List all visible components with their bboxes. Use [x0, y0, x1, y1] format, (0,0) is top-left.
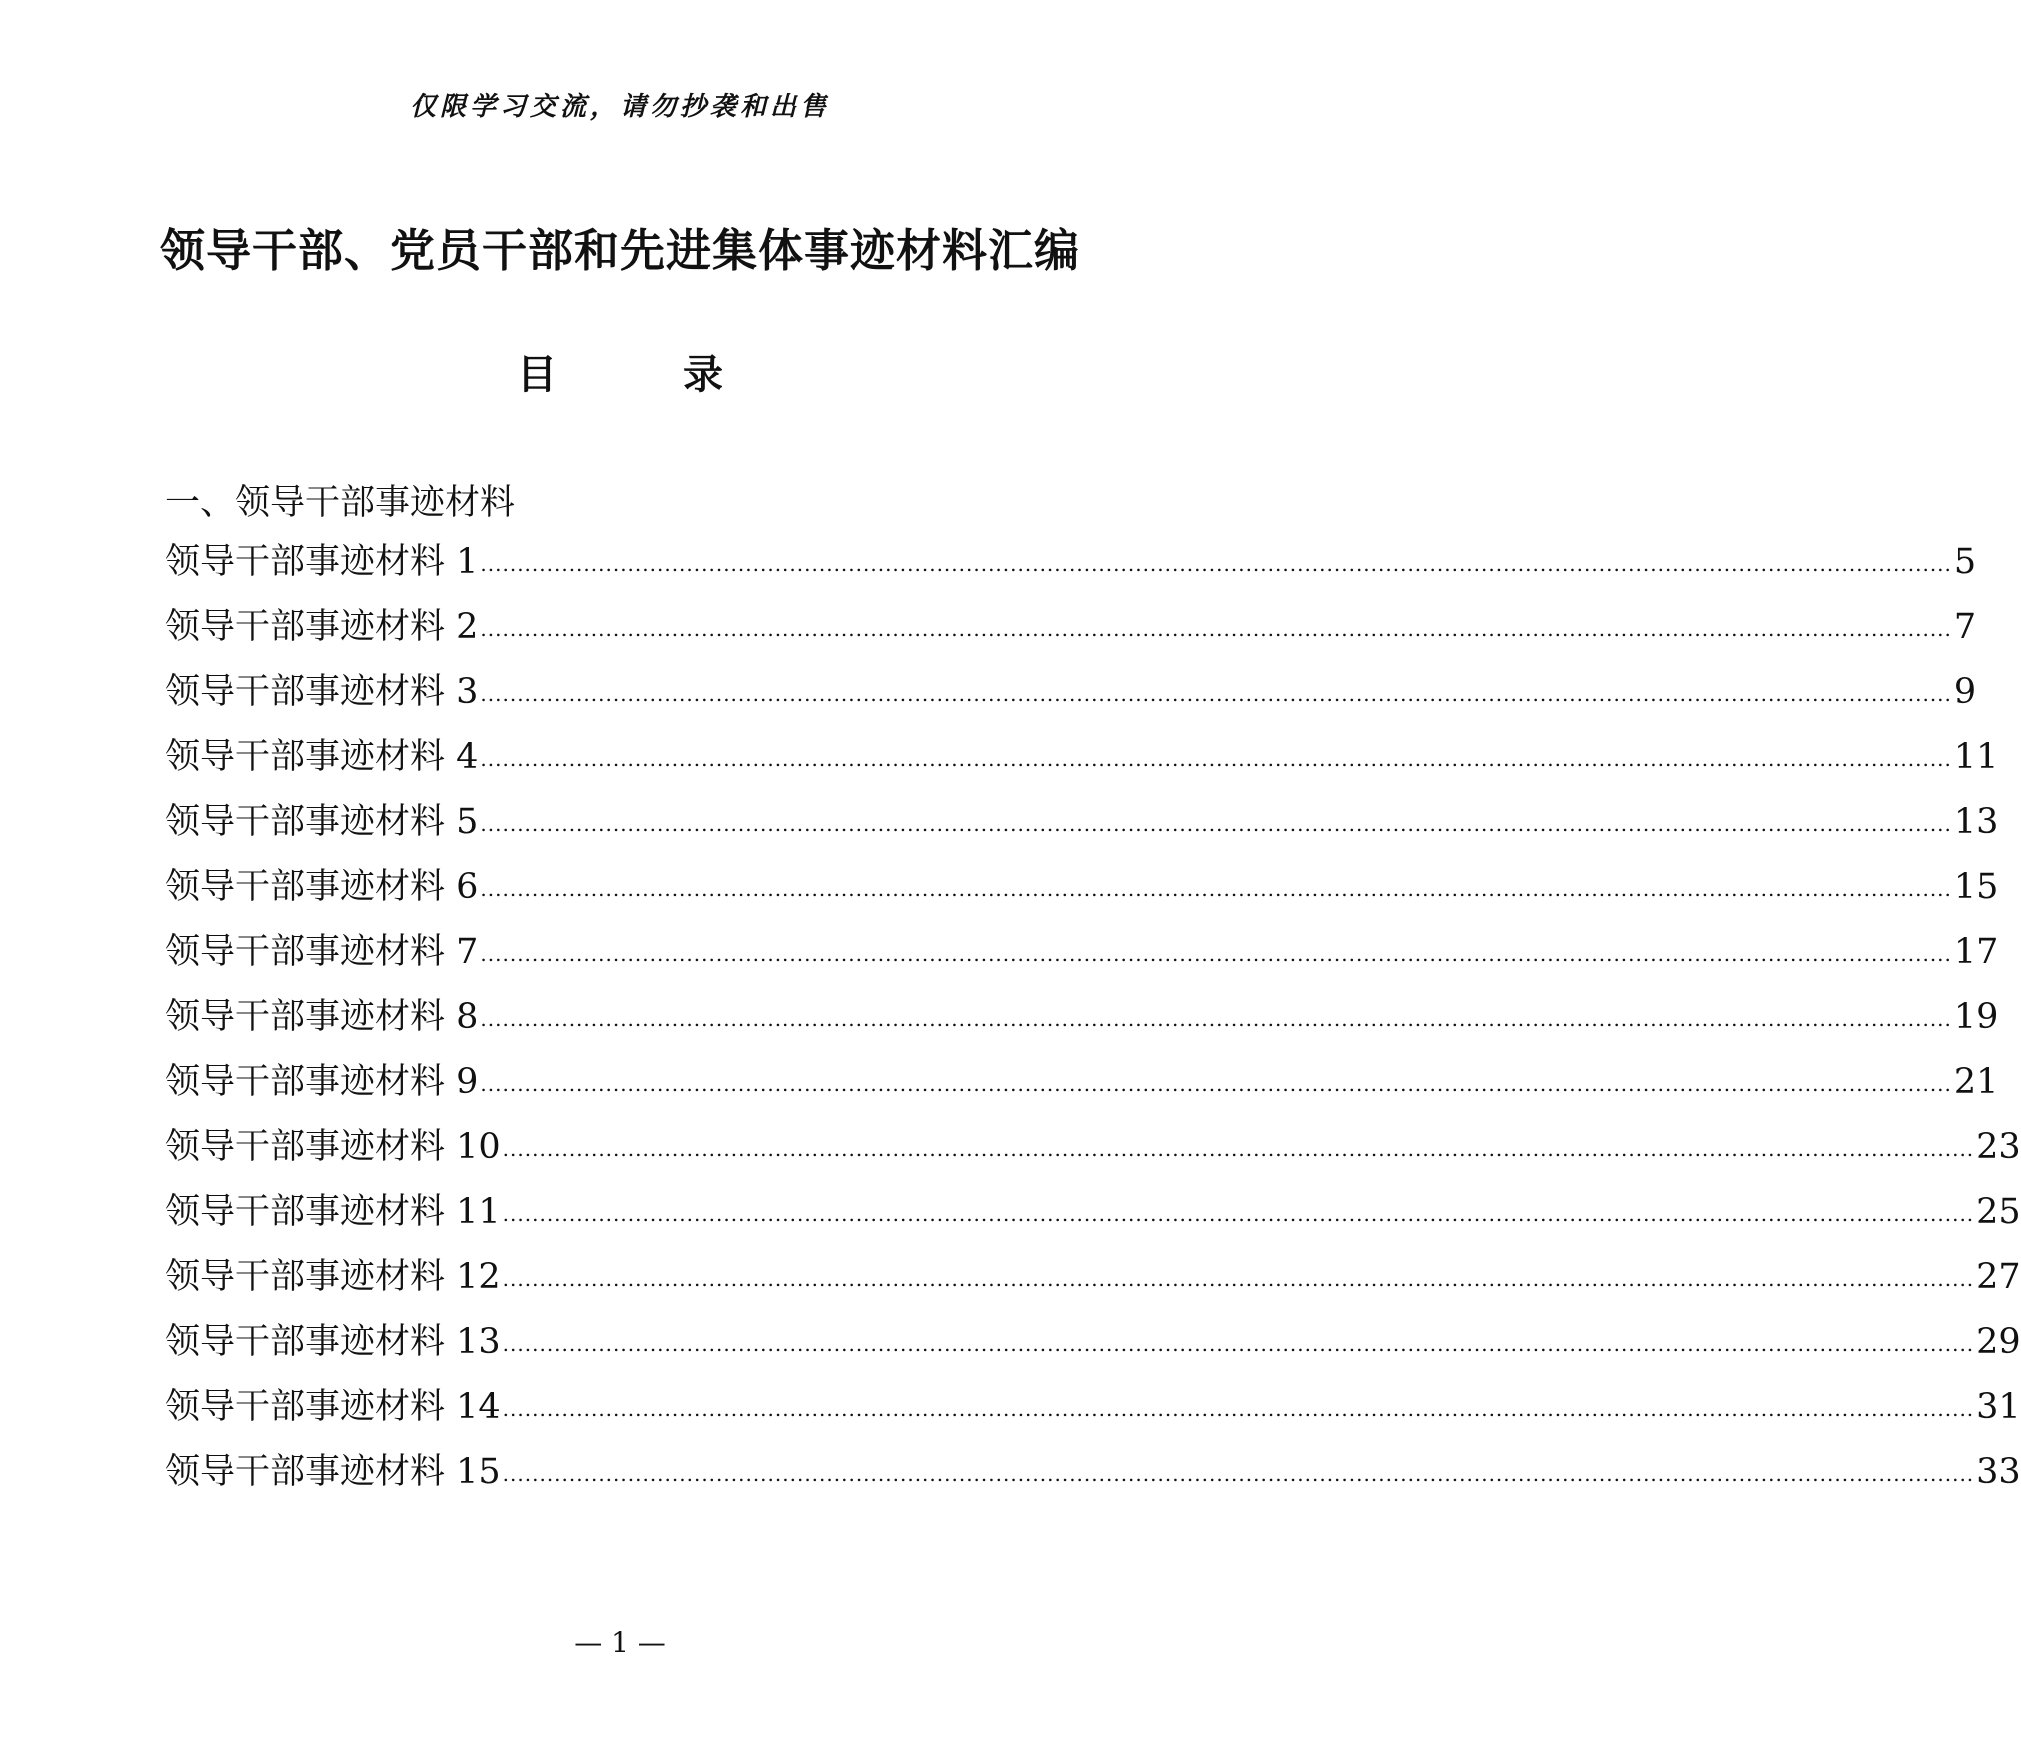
toc-entry-page: 29 [1976, 1322, 2021, 1362]
toc-entry[interactable] [165, 1440, 2021, 1505]
toc-leader-dots: ........................................................................................................................................................................................................ [480, 877, 1952, 901]
toc-entry-label: 领导干部事迹材料 3 [165, 672, 479, 712]
toc-entry-page: 17 [1953, 932, 1999, 972]
toc-entry-page: 23 [1976, 1127, 2021, 1167]
toc-leader-dots: ........................................................................................................................................................................................................ [480, 682, 1952, 706]
toc-leader-dots: ........................................................................................................................................................................................................ [480, 747, 1952, 771]
toc-leader-dots: ........................................................................................................................................................................................................ [502, 1202, 1975, 1226]
toc-leader-dots: ........................................................................................................................................................................................................ [480, 812, 1952, 836]
toc-entry[interactable] [165, 1050, 1999, 1115]
toc-entry-page: 9 [1953, 672, 1977, 712]
toc-leader-dots: ........................................................................................................................................................................................................ [502, 1462, 1975, 1486]
toc-entry-label: 领导干部事迹材料 10 [165, 1127, 501, 1167]
toc-entry-label: 领导干部事迹材料 13 [165, 1322, 501, 1362]
toc-leader-dots: ........................................................................................................................................................................................................ [480, 1072, 1952, 1096]
toc-entry-page: 25 [1976, 1192, 2021, 1232]
toc-leader-dots: ........................................................................................................................................................................................................ [480, 617, 1952, 641]
toc-entry-label: 领导干部事迹材料 11 [165, 1192, 501, 1232]
toc-leader-dots: ........................................................................................................................................................................................................ [502, 1332, 1975, 1356]
toc-leader-dots: ........................................................................................................................................................................................................ [480, 552, 1952, 576]
toc-entry-page: 33 [1976, 1452, 2021, 1492]
toc-title: 目 录 [517, 351, 759, 398]
toc-entry-page: 5 [1953, 542, 1977, 582]
toc-entry-page: 27 [1976, 1257, 2021, 1297]
toc-entry[interactable] [165, 1245, 2021, 1310]
toc-entry[interactable] [165, 790, 1999, 855]
toc-leader-dots: ........................................................................................................................................................................................................ [502, 1137, 1975, 1161]
toc-entry-label: 领导干部事迹材料 15 [165, 1452, 501, 1492]
toc-entry[interactable] [165, 595, 1977, 660]
toc-entry[interactable] [165, 1180, 2021, 1245]
toc-entry-label: 领导干部事迹材料 6 [165, 867, 479, 907]
page-number: — 1 — [574, 1626, 666, 1659]
toc-entry-page: 31 [1976, 1387, 2021, 1427]
toc-leader-dots: ........................................................................................................................................................................................................ [480, 1007, 1952, 1031]
toc-list [165, 530, 2021, 1505]
toc-leader-dots: ........................................................................................................................................................................................................ [502, 1267, 1975, 1291]
toc-entry-page: 7 [1953, 607, 1977, 647]
toc-entry-label: 领导干部事迹材料 12 [165, 1257, 501, 1297]
header-note: 仅限学习交流，请勿抄袭和出售 [409, 92, 830, 122]
toc-entry-label: 领导干部事迹材料 2 [165, 607, 479, 647]
toc-entry[interactable] [165, 530, 1977, 595]
toc-entry[interactable] [165, 855, 1999, 920]
toc-entry[interactable] [165, 660, 1977, 725]
toc-entry[interactable] [165, 1375, 2021, 1440]
toc-entry-page: 19 [1953, 997, 1999, 1037]
toc-entry-label: 领导干部事迹材料 4 [165, 737, 479, 777]
toc-entry[interactable] [165, 1310, 2021, 1375]
toc-entry[interactable] [165, 920, 1999, 985]
toc-entry[interactable] [165, 1115, 2021, 1180]
toc-entry-label: 领导干部事迹材料 1 [165, 542, 479, 582]
toc-entry[interactable] [165, 985, 1999, 1050]
toc-entry-page: 15 [1953, 867, 1999, 907]
section-heading: 一、领导干部事迹材料 [165, 483, 516, 523]
toc-entry[interactable] [165, 725, 1999, 790]
toc-entry-label: 领导干部事迹材料 14 [165, 1387, 501, 1427]
toc-leader-dots: ........................................................................................................................................................................................................ [480, 942, 1952, 966]
toc-entry-label: 领导干部事迹材料 8 [165, 997, 479, 1037]
toc-entry-label: 领导干部事迹材料 5 [165, 802, 479, 842]
toc-entry-page: 11 [1953, 737, 1999, 777]
document-title: 领导干部、党员干部和先进集体事迹材料汇编 [159, 224, 1080, 277]
toc-entry-label: 领导干部事迹材料 9 [165, 1062, 479, 1102]
toc-entry-page: 13 [1953, 802, 1999, 842]
toc-entry-label: 领导干部事迹材料 7 [165, 932, 479, 972]
toc-entry-page: 21 [1953, 1062, 1999, 1102]
toc-leader-dots: ........................................................................................................................................................................................................ [502, 1397, 1975, 1421]
